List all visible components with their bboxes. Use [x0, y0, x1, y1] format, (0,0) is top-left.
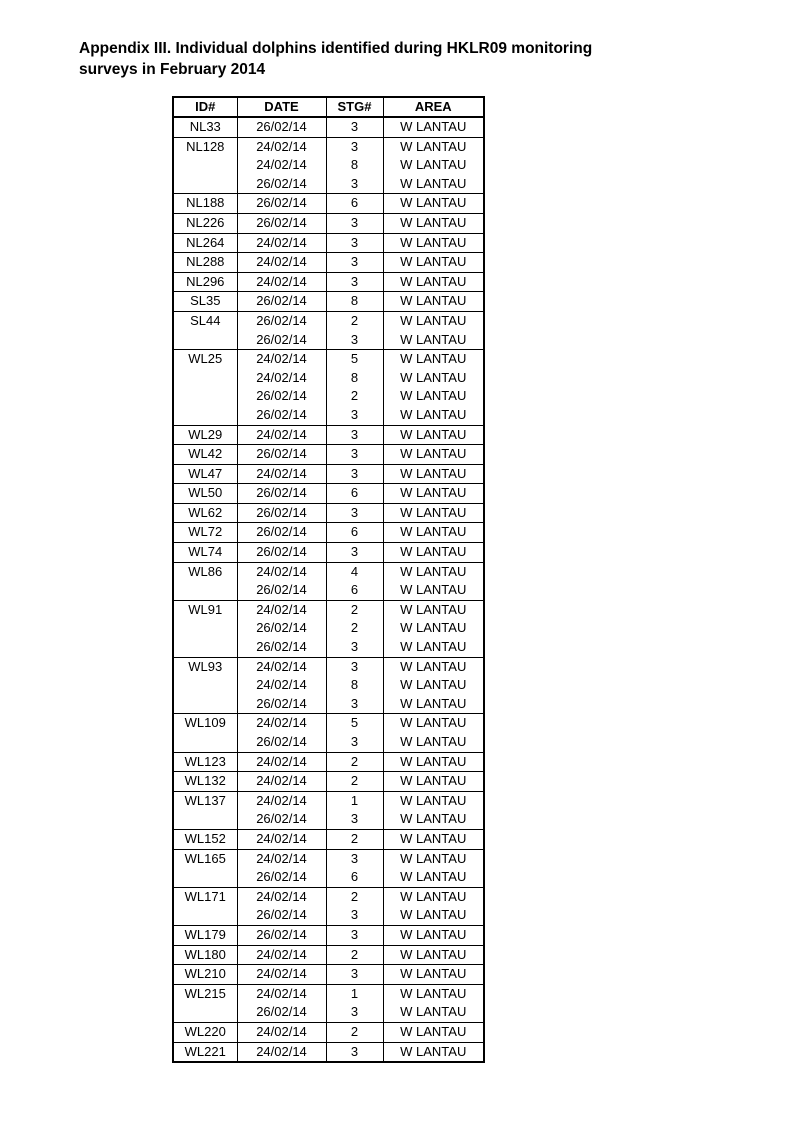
- cell-id: NL128: [173, 137, 237, 156]
- cell-area: W LANTAU: [383, 543, 484, 563]
- cell-stg: 3: [326, 253, 383, 273]
- cell-date: 26/02/14: [237, 117, 326, 137]
- cell-id: [173, 175, 237, 194]
- cell-id: SL35: [173, 292, 237, 312]
- cell-area: W LANTAU: [383, 387, 484, 406]
- table-row: [173, 849, 484, 868]
- cell-id: [173, 331, 237, 350]
- table-row: [173, 156, 484, 175]
- cell-id: WL210: [173, 965, 237, 985]
- cell-area: W LANTAU: [383, 484, 484, 504]
- cell-area: W LANTAU: [383, 638, 484, 657]
- cell-date: 26/02/14: [237, 387, 326, 406]
- cell-id: WL91: [173, 600, 237, 619]
- cell-area: W LANTAU: [383, 213, 484, 233]
- table-row: [173, 331, 484, 350]
- cell-date: 24/02/14: [237, 1022, 326, 1042]
- table-row: [173, 543, 484, 563]
- table-row: [173, 1042, 484, 1062]
- cell-date: 26/02/14: [237, 619, 326, 638]
- cell-id: WL180: [173, 945, 237, 965]
- cell-area: W LANTAU: [383, 156, 484, 175]
- cell-stg: 3: [326, 638, 383, 657]
- cell-date: 24/02/14: [237, 829, 326, 849]
- table-row: [173, 829, 484, 849]
- cell-id: NL226: [173, 213, 237, 233]
- cell-area: W LANTAU: [383, 945, 484, 965]
- table-row: [173, 600, 484, 619]
- cell-date: 24/02/14: [237, 657, 326, 676]
- cell-date: 24/02/14: [237, 791, 326, 810]
- cell-area: W LANTAU: [383, 194, 484, 214]
- cell-date: 24/02/14: [237, 350, 326, 369]
- cell-date: 26/02/14: [237, 331, 326, 350]
- table-row: [173, 272, 484, 292]
- cell-area: W LANTAU: [383, 619, 484, 638]
- cell-id: [173, 868, 237, 887]
- cell-stg: 3: [326, 849, 383, 868]
- cell-id: WL123: [173, 752, 237, 772]
- cell-date: 26/02/14: [237, 733, 326, 752]
- cell-id: WL42: [173, 445, 237, 465]
- cell-date: 26/02/14: [237, 810, 326, 829]
- cell-id: [173, 733, 237, 752]
- table-row: [173, 523, 484, 543]
- cell-id: WL74: [173, 543, 237, 563]
- cell-stg: 3: [326, 906, 383, 925]
- cell-stg: 8: [326, 156, 383, 175]
- cell-date: 26/02/14: [237, 1003, 326, 1022]
- cell-id: WL171: [173, 887, 237, 906]
- dolphin-sightings-table: [172, 96, 485, 1063]
- cell-area: W LANTAU: [383, 772, 484, 792]
- table-row: [173, 965, 484, 985]
- table-row: [173, 425, 484, 445]
- cell-area: W LANTAU: [383, 503, 484, 523]
- cell-area: W LANTAU: [383, 464, 484, 484]
- table-header-row: [173, 97, 484, 117]
- cell-area: W LANTAU: [383, 523, 484, 543]
- cell-area: W LANTAU: [383, 849, 484, 868]
- cell-stg: 2: [326, 887, 383, 906]
- cell-id: WL132: [173, 772, 237, 792]
- cell-date: 26/02/14: [237, 638, 326, 657]
- header-area: AREA: [383, 97, 484, 117]
- table-row: [173, 369, 484, 388]
- table-row: [173, 657, 484, 676]
- table-row: [173, 406, 484, 425]
- cell-area: W LANTAU: [383, 965, 484, 985]
- table-row: [173, 887, 484, 906]
- cell-date: 24/02/14: [237, 965, 326, 985]
- cell-date: 26/02/14: [237, 925, 326, 945]
- cell-stg: 8: [326, 292, 383, 312]
- cell-stg: 3: [326, 733, 383, 752]
- cell-stg: 2: [326, 600, 383, 619]
- cell-area: W LANTAU: [383, 425, 484, 445]
- cell-id: WL62: [173, 503, 237, 523]
- cell-id: NL288: [173, 253, 237, 273]
- cell-stg: 3: [326, 331, 383, 350]
- table-row: [173, 311, 484, 330]
- cell-date: 26/02/14: [237, 868, 326, 887]
- cell-date: 26/02/14: [237, 213, 326, 233]
- table-row: [173, 464, 484, 484]
- table-row: [173, 562, 484, 581]
- cell-stg: 2: [326, 311, 383, 330]
- table-row: [173, 984, 484, 1003]
- header-date: DATE: [237, 97, 326, 117]
- table-row: [173, 194, 484, 214]
- cell-area: W LANTAU: [383, 562, 484, 581]
- table-row: [173, 676, 484, 695]
- table-row: [173, 906, 484, 925]
- cell-date: 24/02/14: [237, 945, 326, 965]
- cell-stg: 2: [326, 387, 383, 406]
- cell-stg: 3: [326, 657, 383, 676]
- table-row: [173, 253, 484, 273]
- table-row: [173, 695, 484, 714]
- cell-area: W LANTAU: [383, 829, 484, 849]
- cell-stg: 5: [326, 714, 383, 733]
- cell-date: 24/02/14: [237, 600, 326, 619]
- title-line-2: surveys in February 2014: [79, 61, 266, 78]
- cell-date: 24/02/14: [237, 714, 326, 733]
- cell-id: WL50: [173, 484, 237, 504]
- cell-date: 26/02/14: [237, 581, 326, 600]
- cell-stg: 3: [326, 810, 383, 829]
- cell-area: W LANTAU: [383, 369, 484, 388]
- cell-date: 24/02/14: [237, 425, 326, 445]
- cell-id: WL29: [173, 425, 237, 445]
- cell-area: W LANTAU: [383, 292, 484, 312]
- cell-date: 24/02/14: [237, 156, 326, 175]
- cell-area: W LANTAU: [383, 791, 484, 810]
- cell-area: W LANTAU: [383, 1003, 484, 1022]
- cell-area: W LANTAU: [383, 752, 484, 772]
- cell-date: 26/02/14: [237, 311, 326, 330]
- cell-id: NL264: [173, 233, 237, 253]
- cell-area: W LANTAU: [383, 233, 484, 253]
- cell-id: NL188: [173, 194, 237, 214]
- cell-date: 24/02/14: [237, 849, 326, 868]
- cell-date: 24/02/14: [237, 752, 326, 772]
- table-row: [173, 868, 484, 887]
- table-body: [173, 117, 484, 1062]
- cell-id: [173, 1003, 237, 1022]
- cell-stg: 2: [326, 945, 383, 965]
- cell-area: W LANTAU: [383, 272, 484, 292]
- cell-stg: 2: [326, 752, 383, 772]
- cell-stg: 6: [326, 484, 383, 504]
- cell-stg: 3: [326, 695, 383, 714]
- document-title: [79, 38, 719, 80]
- cell-id: [173, 906, 237, 925]
- cell-area: W LANTAU: [383, 311, 484, 330]
- cell-id: [173, 695, 237, 714]
- cell-stg: 8: [326, 676, 383, 695]
- cell-id: [173, 581, 237, 600]
- cell-area: W LANTAU: [383, 1022, 484, 1042]
- cell-stg: 3: [326, 425, 383, 445]
- cell-id: WL25: [173, 350, 237, 369]
- cell-date: 26/02/14: [237, 292, 326, 312]
- cell-date: 24/02/14: [237, 562, 326, 581]
- cell-area: W LANTAU: [383, 117, 484, 137]
- cell-stg: 1: [326, 791, 383, 810]
- table-row: [173, 387, 484, 406]
- table-row: [173, 1003, 484, 1022]
- table-row: [173, 714, 484, 733]
- table-row: [173, 350, 484, 369]
- cell-id: WL165: [173, 849, 237, 868]
- cell-stg: 3: [326, 464, 383, 484]
- cell-stg: 6: [326, 581, 383, 600]
- cell-id: WL72: [173, 523, 237, 543]
- cell-area: W LANTAU: [383, 676, 484, 695]
- cell-stg: 3: [326, 117, 383, 137]
- cell-date: 26/02/14: [237, 175, 326, 194]
- cell-id: NL33: [173, 117, 237, 137]
- header-id: ID#: [173, 97, 237, 117]
- table-row: [173, 810, 484, 829]
- cell-area: W LANTAU: [383, 733, 484, 752]
- table-row: [173, 445, 484, 465]
- cell-date: 26/02/14: [237, 194, 326, 214]
- cell-stg: 2: [326, 829, 383, 849]
- cell-date: 24/02/14: [237, 369, 326, 388]
- cell-area: W LANTAU: [383, 906, 484, 925]
- cell-date: 26/02/14: [237, 503, 326, 523]
- table-row: [173, 733, 484, 752]
- cell-stg: 3: [326, 175, 383, 194]
- table-row: [173, 772, 484, 792]
- cell-stg: 3: [326, 406, 383, 425]
- cell-id: WL220: [173, 1022, 237, 1042]
- cell-area: W LANTAU: [383, 445, 484, 465]
- table-row: [173, 638, 484, 657]
- cell-id: WL179: [173, 925, 237, 945]
- cell-stg: 6: [326, 194, 383, 214]
- cell-area: W LANTAU: [383, 695, 484, 714]
- cell-area: W LANTAU: [383, 887, 484, 906]
- cell-id: WL47: [173, 464, 237, 484]
- cell-id: WL93: [173, 657, 237, 676]
- table-row: [173, 233, 484, 253]
- cell-area: W LANTAU: [383, 714, 484, 733]
- cell-area: W LANTAU: [383, 868, 484, 887]
- cell-id: [173, 387, 237, 406]
- cell-date: 24/02/14: [237, 772, 326, 792]
- table-row: [173, 581, 484, 600]
- cell-date: 26/02/14: [237, 906, 326, 925]
- cell-date: 26/02/14: [237, 445, 326, 465]
- table-row: [173, 791, 484, 810]
- cell-date: 24/02/14: [237, 984, 326, 1003]
- table-row: [173, 925, 484, 945]
- cell-area: W LANTAU: [383, 925, 484, 945]
- cell-area: W LANTAU: [383, 657, 484, 676]
- table-row: [173, 619, 484, 638]
- cell-stg: 5: [326, 350, 383, 369]
- cell-area: W LANTAU: [383, 984, 484, 1003]
- cell-date: 24/02/14: [237, 233, 326, 253]
- cell-stg: 3: [326, 213, 383, 233]
- cell-stg: 6: [326, 868, 383, 887]
- cell-stg: 3: [326, 445, 383, 465]
- table-row: [173, 752, 484, 772]
- cell-area: W LANTAU: [383, 810, 484, 829]
- cell-date: 24/02/14: [237, 137, 326, 156]
- cell-id: [173, 156, 237, 175]
- cell-id: WL221: [173, 1042, 237, 1062]
- cell-date: 26/02/14: [237, 543, 326, 563]
- cell-id: [173, 406, 237, 425]
- cell-area: W LANTAU: [383, 406, 484, 425]
- cell-stg: 8: [326, 369, 383, 388]
- table-row: [173, 292, 484, 312]
- cell-stg: 2: [326, 619, 383, 638]
- cell-id: [173, 638, 237, 657]
- cell-id: [173, 676, 237, 695]
- cell-stg: 3: [326, 233, 383, 253]
- cell-id: [173, 619, 237, 638]
- cell-stg: 3: [326, 137, 383, 156]
- title-line-1: Appendix III. Individual dolphins identified during HKLR09 monitoring: [79, 40, 593, 57]
- cell-date: 24/02/14: [237, 1042, 326, 1062]
- table-row: [173, 117, 484, 137]
- cell-date: 24/02/14: [237, 253, 326, 273]
- cell-id: WL137: [173, 791, 237, 810]
- cell-id: [173, 810, 237, 829]
- cell-date: 24/02/14: [237, 272, 326, 292]
- cell-stg: 3: [326, 925, 383, 945]
- cell-id: WL109: [173, 714, 237, 733]
- cell-date: 24/02/14: [237, 464, 326, 484]
- cell-id: NL296: [173, 272, 237, 292]
- cell-stg: 4: [326, 562, 383, 581]
- cell-stg: 3: [326, 272, 383, 292]
- cell-date: 24/02/14: [237, 887, 326, 906]
- cell-area: W LANTAU: [383, 1042, 484, 1062]
- cell-id: WL86: [173, 562, 237, 581]
- cell-stg: 2: [326, 1022, 383, 1042]
- cell-date: 26/02/14: [237, 406, 326, 425]
- table-row: [173, 503, 484, 523]
- cell-area: W LANTAU: [383, 581, 484, 600]
- table-row: [173, 175, 484, 194]
- table-row: [173, 945, 484, 965]
- table-row: [173, 1022, 484, 1042]
- cell-area: W LANTAU: [383, 600, 484, 619]
- cell-stg: 2: [326, 772, 383, 792]
- cell-id: WL152: [173, 829, 237, 849]
- cell-stg: 1: [326, 984, 383, 1003]
- cell-id: WL215: [173, 984, 237, 1003]
- cell-area: W LANTAU: [383, 175, 484, 194]
- table-row: [173, 137, 484, 156]
- cell-stg: 3: [326, 503, 383, 523]
- cell-date: 26/02/14: [237, 484, 326, 504]
- cell-stg: 3: [326, 1003, 383, 1022]
- table-row: [173, 484, 484, 504]
- cell-stg: 6: [326, 523, 383, 543]
- cell-date: 24/02/14: [237, 676, 326, 695]
- cell-date: 26/02/14: [237, 695, 326, 714]
- cell-date: 26/02/14: [237, 523, 326, 543]
- cell-stg: 3: [326, 543, 383, 563]
- cell-stg: 3: [326, 965, 383, 985]
- cell-id: SL44: [173, 311, 237, 330]
- cell-area: W LANTAU: [383, 331, 484, 350]
- cell-area: W LANTAU: [383, 137, 484, 156]
- cell-id: [173, 369, 237, 388]
- cell-area: W LANTAU: [383, 350, 484, 369]
- table-row: [173, 213, 484, 233]
- cell-stg: 3: [326, 1042, 383, 1062]
- header-stg: STG#: [326, 97, 383, 117]
- cell-area: W LANTAU: [383, 253, 484, 273]
